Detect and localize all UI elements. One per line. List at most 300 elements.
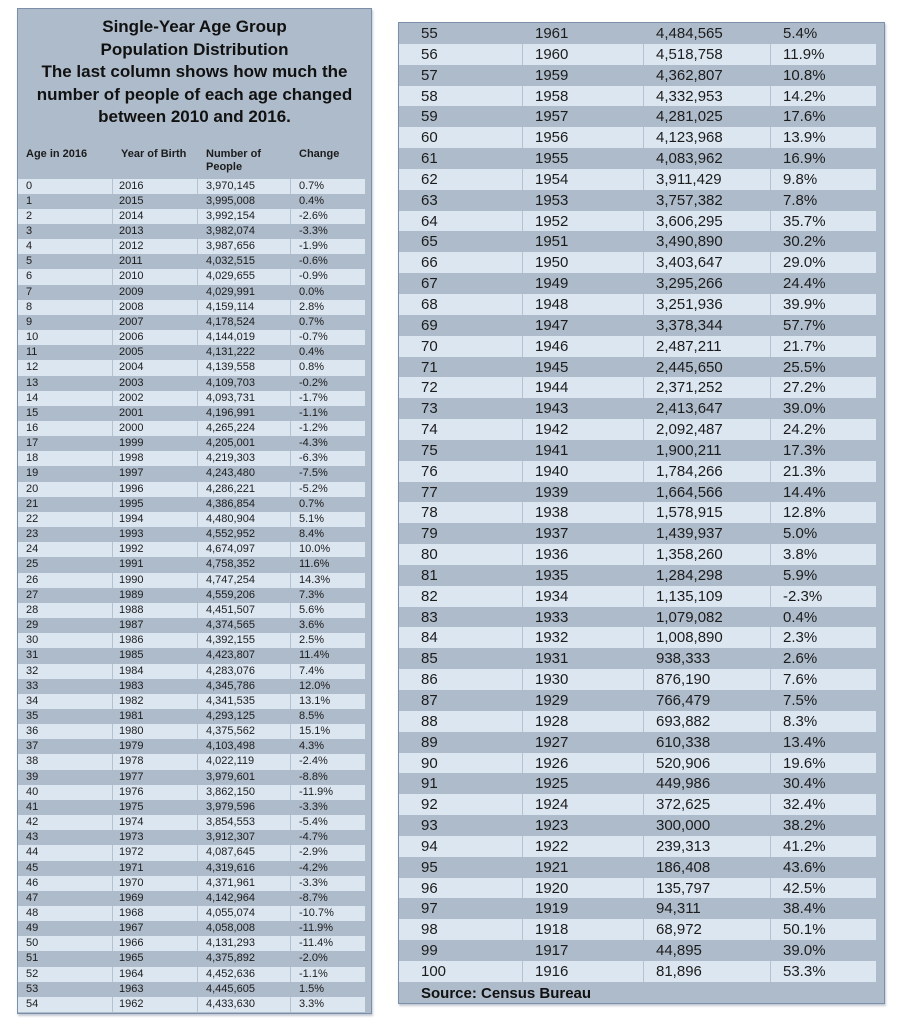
table-cell: 18	[18, 451, 113, 466]
table-cell: 69	[421, 316, 438, 334]
table-cell: 39	[26, 770, 39, 783]
table-cell: -4.3%	[299, 437, 328, 450]
table-cell: 1,358,260	[644, 544, 771, 565]
table-cell: 39.0%	[783, 400, 826, 418]
table-row	[399, 565, 876, 586]
table-cell: 74	[399, 419, 523, 440]
table-row	[18, 436, 365, 451]
table-row	[18, 800, 365, 815]
table-row	[18, 497, 365, 512]
table-cell: 1928	[523, 711, 644, 732]
table-cell: 14.4%	[783, 483, 826, 501]
table-cell: 2.3%	[771, 627, 876, 648]
table-cell: 1938	[523, 502, 644, 523]
table-cell: 12.0%	[299, 679, 331, 692]
table-cell: 1945	[535, 358, 569, 376]
table-cell: 1986	[113, 633, 198, 648]
table-row	[399, 86, 876, 107]
table-row	[18, 573, 365, 588]
table-cell: 27	[26, 588, 39, 601]
table-cell: 2008	[113, 300, 198, 315]
table-row	[18, 451, 365, 466]
table-cell: 9	[26, 315, 33, 328]
table-cell: 4,029,991	[206, 285, 255, 298]
table-cell: 31	[26, 649, 39, 662]
table-cell: 2.5%	[291, 633, 365, 648]
table-cell: 3,490,890	[656, 233, 723, 251]
table-cell: 14.3%	[291, 573, 365, 588]
table-cell: 67	[421, 275, 438, 293]
table-cell: 38	[18, 754, 113, 769]
table-row	[399, 419, 876, 440]
table-cell: 2016	[113, 179, 198, 194]
table-cell: 13	[26, 376, 39, 389]
table-cell: 23	[26, 528, 39, 541]
table-cell: -2.9%	[291, 845, 365, 860]
title-line: Population Distribution	[100, 39, 289, 59]
table-cell: 99	[421, 942, 438, 960]
table-cell: -0.2%	[299, 376, 328, 389]
table-cell: 4,332,953	[644, 86, 771, 107]
table-cell: 78	[399, 502, 523, 523]
table-row	[399, 231, 876, 252]
table-cell: 24	[18, 542, 113, 557]
table-row	[18, 527, 365, 542]
table-cell: 50	[18, 936, 113, 951]
table-cell: 80	[399, 544, 523, 565]
table-cell: 98	[399, 919, 523, 940]
table-row	[18, 557, 365, 572]
table-row	[18, 254, 365, 269]
table-cell: 57.7%	[783, 316, 826, 334]
table-cell: 1950	[523, 252, 644, 273]
table-cell: 3,979,601	[206, 770, 255, 783]
table-cell: 1924	[523, 794, 644, 815]
table-cell: 83	[421, 608, 438, 626]
table-cell: 5.4%	[783, 25, 818, 42]
table-row	[399, 669, 876, 690]
table-cell: 3,378,344	[656, 316, 723, 334]
table-cell: 1964	[113, 967, 198, 982]
table-cell: 0.4%	[783, 608, 818, 626]
table-cell: 2000	[113, 421, 198, 436]
table-cell: 15.1%	[291, 724, 365, 739]
table-cell: 93	[421, 817, 438, 835]
table-cell: 4,032,515	[206, 255, 255, 268]
table-cell: 1953	[535, 191, 569, 209]
table-row	[18, 285, 365, 300]
table-cell: 1,439,937	[656, 525, 723, 543]
table-row	[18, 224, 365, 239]
table-cell: 2,371,252	[644, 377, 771, 398]
table-cell: 81,896	[644, 961, 771, 982]
table-row	[399, 190, 876, 211]
table-cell: 2005	[119, 346, 144, 359]
table-cell: 1973	[119, 831, 144, 844]
table-row	[18, 739, 365, 754]
table-cell: 43.6%	[783, 858, 826, 876]
table-cell: 610,338	[656, 733, 711, 751]
table-cell: 92	[399, 794, 523, 815]
table-cell: 1963	[119, 982, 144, 995]
table-cell: -2.0%	[299, 952, 328, 965]
table-cell: 41.2%	[771, 836, 876, 857]
table-cell: 1942	[523, 419, 644, 440]
table-cell: 1972	[113, 845, 198, 860]
table-cell: 1996	[113, 482, 198, 497]
table-cell: 3,979,596	[206, 800, 255, 813]
table-cell: 1977	[119, 770, 144, 783]
table-cell: 3,912,307	[206, 831, 255, 844]
table-row	[18, 861, 365, 876]
table-header-row	[18, 146, 365, 175]
table-cell: 2004	[113, 360, 198, 375]
table-row	[18, 179, 365, 194]
table-cell: 19.6%	[771, 753, 876, 774]
table-cell: 520,906	[644, 753, 771, 774]
table-cell: 4,083,962	[656, 150, 723, 168]
table-cell: 239,313	[644, 836, 771, 857]
table-cell: 1934	[523, 586, 644, 607]
table-cell: 1983	[119, 679, 144, 692]
table-row	[18, 391, 365, 406]
table-cell: 29	[26, 619, 39, 632]
table-cell: 4,243,480	[206, 467, 255, 480]
table-cell: 2.8%	[291, 300, 365, 315]
table-cell: 53.3%	[771, 961, 876, 982]
table-cell: 50.1%	[771, 919, 876, 940]
table-cell: 4,423,807	[206, 649, 255, 662]
table-cell: 39.0%	[783, 942, 826, 960]
table-cell: 876,190	[644, 669, 771, 690]
table-cell: 7	[26, 285, 33, 298]
table-cell: 75	[421, 441, 438, 459]
table-cell: 1976	[113, 785, 198, 800]
table-cell: 4,058,008	[206, 922, 255, 935]
table-row	[18, 815, 365, 830]
table-cell: 7.3%	[299, 588, 325, 601]
table-cell: 1935	[535, 566, 569, 584]
table-cell: 1,578,915	[644, 502, 771, 523]
table-cell: 1979	[119, 740, 144, 753]
table-row	[18, 891, 365, 906]
table-cell: 4,293,125	[206, 709, 255, 722]
table-row	[399, 711, 876, 732]
table-cell: 25.5%	[783, 358, 826, 376]
table-cell: 4	[18, 239, 113, 254]
table-cell: 3,987,656	[198, 239, 291, 254]
table-cell: 48	[18, 906, 113, 921]
table-cell: 1994	[113, 512, 198, 527]
table-cell: 81	[421, 566, 438, 584]
table-cell: 5	[26, 255, 33, 268]
table-cell: 2003	[119, 376, 144, 389]
table-row	[399, 919, 876, 940]
table-cell: 1939	[535, 483, 569, 501]
table-cell: 11.9%	[771, 44, 876, 65]
table-cell: 0.0%	[299, 285, 325, 298]
table-cell: 766,479	[656, 692, 711, 709]
table-cell: 1,135,109	[644, 586, 771, 607]
table-cell: 1971	[119, 861, 144, 874]
table-cell: 86	[399, 669, 523, 690]
table-cell: 2007	[119, 315, 144, 328]
table-row	[399, 440, 876, 461]
table-row	[399, 627, 876, 648]
table-cell: 90	[399, 753, 523, 774]
table-cell: 60	[399, 127, 523, 148]
table-row	[399, 586, 876, 607]
table-cell: 1940	[523, 461, 644, 482]
table-cell: 3	[26, 224, 33, 237]
table-row	[399, 44, 876, 65]
table-cell: 95	[421, 858, 438, 876]
table-cell: 30.2%	[783, 233, 826, 251]
table-cell: 21.3%	[771, 461, 876, 482]
table-cell: 2,092,487	[644, 419, 771, 440]
table-row	[399, 127, 876, 148]
table-cell: 1,079,082	[656, 608, 723, 626]
table-cell: -10.7%	[291, 906, 365, 921]
table-cell: 1920	[523, 878, 644, 899]
table-row	[399, 106, 876, 127]
table-cell: 14.2%	[771, 86, 876, 107]
table-row	[399, 502, 876, 523]
table-cell: 49	[26, 922, 39, 935]
table-row	[399, 836, 876, 857]
table-cell: 3,862,150	[198, 785, 291, 800]
table-cell: -5.2%	[291, 482, 365, 497]
table-cell: 3,982,074	[206, 224, 255, 237]
table-cell: 12.8%	[771, 502, 876, 523]
table-cell: 59	[421, 108, 438, 126]
table-cell: -2.4%	[291, 754, 365, 769]
table-cell: 33	[26, 679, 39, 692]
table-cell: 1993	[119, 528, 144, 541]
table-cell: 1933	[535, 608, 569, 626]
table-cell: 21.7%	[771, 336, 876, 357]
table-cell: 4,022,119	[198, 754, 291, 769]
table-cell: 3,911,429	[644, 169, 771, 190]
table-cell: 68,972	[644, 919, 771, 940]
table-cell: -1.1%	[299, 406, 328, 419]
table-row	[399, 607, 876, 628]
table-cell: 0.7%	[299, 315, 325, 328]
table-cell: -1.7%	[291, 391, 365, 406]
table-cell: 1930	[523, 669, 644, 690]
table-cell: 1932	[523, 627, 644, 648]
table-cell: 4,319,616	[206, 861, 255, 874]
table-row	[18, 239, 365, 254]
table-cell: 47	[26, 891, 39, 904]
table-row	[399, 732, 876, 753]
table-cell: 372,625	[644, 794, 771, 815]
table-cell: 79	[421, 525, 438, 543]
table-cell: 938,333	[656, 650, 711, 668]
table-cell: 1952	[523, 211, 644, 232]
column-header-change: Change	[299, 147, 340, 160]
table-cell: 5.9%	[783, 566, 818, 584]
table-row	[399, 898, 876, 919]
table-cell: 94,311	[656, 900, 701, 918]
table-cell: 41	[26, 800, 39, 813]
table-row	[399, 148, 876, 169]
table-cell: 1927	[535, 733, 569, 751]
table-cell: 1944	[523, 377, 644, 398]
table-cell: 2002	[113, 391, 198, 406]
table-cell: 76	[399, 461, 523, 482]
table-cell: 1984	[113, 664, 198, 679]
table-row	[18, 542, 365, 557]
table-row	[18, 269, 365, 284]
table-cell: -7.5%	[299, 467, 328, 480]
table-cell: 82	[399, 586, 523, 607]
table-cell: 1922	[523, 836, 644, 857]
table-cell: 1995	[119, 497, 144, 510]
table-cell: 29.0%	[771, 252, 876, 273]
table-cell: 35.7%	[771, 211, 876, 232]
table-row	[399, 940, 876, 961]
table-cell: 1997	[119, 467, 144, 480]
table-cell: -1.2%	[291, 421, 365, 436]
table-row	[399, 794, 876, 815]
table-cell: 1,284,298	[656, 566, 723, 584]
table-cell: 89	[421, 733, 438, 751]
table-cell: 17	[26, 437, 39, 450]
table-cell: 4,392,155	[198, 633, 291, 648]
table-row	[399, 773, 876, 794]
table-cell: 1982	[113, 694, 198, 709]
table-cell: 1992	[113, 542, 198, 557]
table-cell: 1925	[535, 775, 569, 793]
title-line: Single-Year Age Group	[102, 17, 287, 36]
table-cell: 44,895	[656, 942, 702, 960]
table-cell: 4,283,076	[198, 664, 291, 679]
table-cell: 88	[399, 711, 523, 732]
table-cell: 1957	[535, 108, 569, 126]
table-cell: 2012	[113, 239, 198, 254]
table-cell: 4,142,964	[206, 891, 255, 904]
table-cell: 66	[399, 252, 523, 273]
table-row	[18, 466, 365, 481]
table-cell: 71	[421, 358, 438, 376]
table-cell: 20	[18, 482, 113, 497]
table-cell: 4,131,222	[206, 346, 255, 359]
table-cell: 38.2%	[783, 817, 826, 835]
table-cell: 1962	[113, 997, 198, 1012]
table-row	[399, 815, 876, 836]
table-cell: 1969	[119, 891, 144, 904]
table-cell: 4,362,807	[656, 66, 723, 84]
table-row	[18, 906, 365, 921]
table-cell: -11.4%	[291, 936, 365, 951]
table-cell: -11.9%	[299, 922, 334, 935]
table-cell: 1946	[523, 336, 644, 357]
table-row	[18, 921, 365, 936]
table-cell: 42	[18, 815, 113, 830]
table-cell: -8.7%	[299, 891, 328, 904]
table-cell: 3.6%	[299, 619, 325, 632]
table-cell: 36	[18, 724, 113, 739]
table-cell: 84	[399, 627, 523, 648]
table-row	[399, 273, 876, 294]
table-cell: 4,286,221	[198, 482, 291, 497]
table-cell: 3,992,154	[198, 209, 291, 224]
table-cell: -8.8%	[299, 770, 328, 783]
table-row	[18, 982, 365, 997]
table-cell: 1951	[535, 233, 569, 251]
table-cell: 1980	[113, 724, 198, 739]
table-cell: 5.0%	[783, 525, 818, 543]
table-cell: 1959	[535, 66, 569, 84]
table-cell: 1958	[523, 86, 644, 107]
table-row	[399, 294, 876, 315]
table-row	[399, 544, 876, 565]
table-cell: 17.6%	[783, 108, 826, 126]
table-cell: 4,196,991	[206, 406, 255, 419]
table-cell: 2010	[113, 269, 198, 284]
table-cell: -1.1%	[291, 967, 365, 982]
table-cell: 4,518,758	[644, 44, 771, 65]
table-cell: 4,103,498	[206, 740, 255, 753]
table-cell: 1941	[535, 441, 569, 459]
table-cell: 4,375,892	[206, 952, 255, 965]
table-cell: 4,139,558	[198, 360, 291, 375]
table-cell: 1990	[113, 573, 198, 588]
table-cell: 38.4%	[783, 900, 826, 918]
table-cell: 4,109,703	[206, 376, 255, 389]
table-cell: 30.4%	[783, 775, 826, 793]
table-cell: 0.8%	[291, 360, 365, 375]
table-cell: 72	[399, 377, 523, 398]
table-cell: 13.1%	[291, 694, 365, 709]
table-cell: 19	[26, 467, 39, 480]
table-row	[18, 603, 365, 618]
table-title	[26, 16, 363, 129]
table-cell: 13.9%	[771, 127, 876, 148]
table-cell: 1936	[523, 544, 644, 565]
table-cell: -0.7%	[291, 330, 365, 345]
table-cell: 4,205,001	[206, 437, 255, 450]
table-cell: 94	[399, 836, 523, 857]
table-cell: 42.5%	[771, 878, 876, 899]
table-cell: 7.8%	[783, 191, 818, 209]
left-table-panel	[17, 8, 372, 1014]
table-cell: 135,797	[644, 878, 771, 899]
table-cell: -2.3%	[771, 586, 876, 607]
table-cell: 7.6%	[771, 669, 876, 690]
table-cell: 1937	[535, 525, 569, 543]
table-cell: 1	[26, 194, 33, 207]
table-cell: 70	[399, 336, 523, 357]
table-cell: 43	[26, 831, 39, 844]
table-cell: 27.2%	[771, 377, 876, 398]
table-cell: 32.4%	[771, 794, 876, 815]
table-cell: 3.3%	[291, 997, 365, 1012]
table-cell: 1919	[535, 900, 569, 918]
table-row	[18, 512, 365, 527]
table-cell: 4,445,605	[206, 982, 255, 995]
table-row	[18, 936, 365, 951]
table-cell: 1955	[535, 150, 569, 168]
table-cell: 4,374,565	[206, 619, 255, 632]
table-cell: 54	[18, 997, 113, 1012]
table-cell: 21	[26, 497, 39, 510]
source-note: Source: Census Bureau	[421, 984, 592, 1002]
table-cell: 2006	[113, 330, 198, 345]
table-row	[399, 857, 876, 878]
table-cell: 1956	[523, 127, 644, 148]
